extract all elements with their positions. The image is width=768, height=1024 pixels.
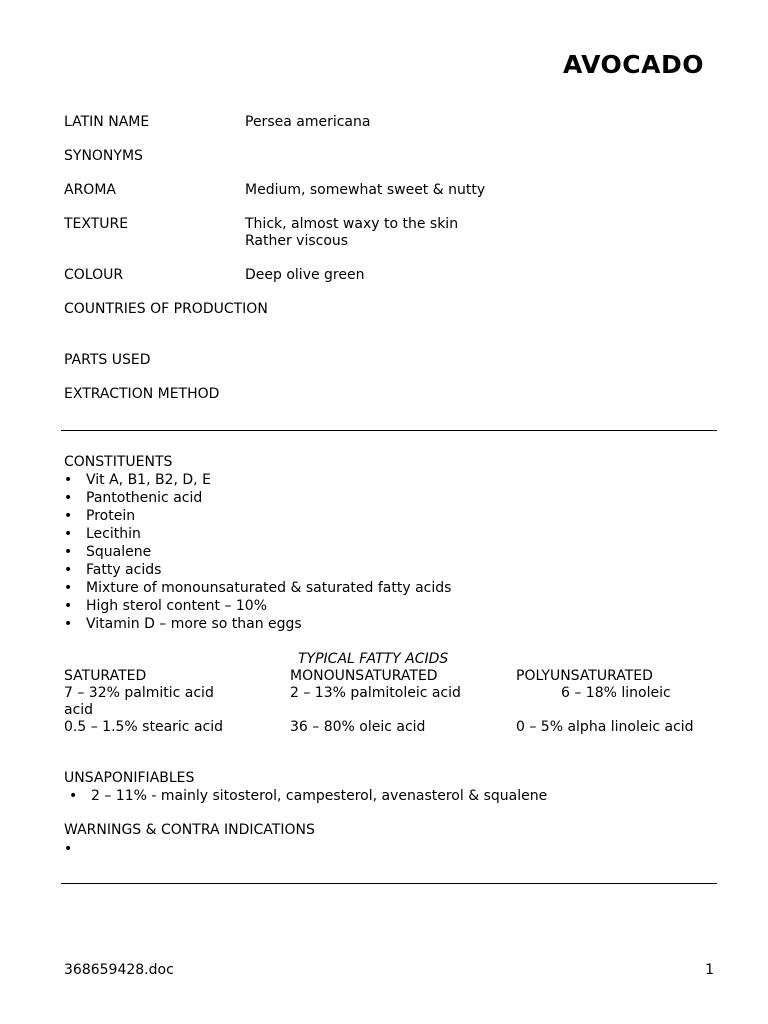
warnings-heading: WARNINGS & CONTRA INDICATIONS xyxy=(64,822,315,838)
label-parts-used: PARTS USED xyxy=(64,352,151,368)
list-item: • Mixture of monounsaturated & saturated fatty acids xyxy=(64,579,451,597)
constituents-list xyxy=(64,471,451,633)
list-item xyxy=(64,840,86,858)
unsaponifiables-heading: UNSAPONIFIABLES xyxy=(64,770,195,786)
list-item: • Protein xyxy=(64,507,451,525)
label-texture: TEXTURE xyxy=(64,216,129,232)
divider-top xyxy=(61,430,717,431)
list-item: • High sterol content – 10% xyxy=(64,597,451,615)
label-countries-of-production: COUNTRIES OF PRODUCTION xyxy=(64,301,268,317)
value-texture-line2: Rather viscous xyxy=(245,233,349,249)
table-cell-wrap: acid xyxy=(64,702,94,718)
value-aroma: Medium, somewhat sweet & nutty xyxy=(245,182,486,198)
column-header-saturated: SATURATED xyxy=(64,668,147,684)
divider-bottom xyxy=(61,883,717,884)
table-cell-monounsaturated-2: 36 – 80% oleic acid xyxy=(290,719,426,735)
column-header-monounsaturated: MONOUNSATURATED xyxy=(290,668,438,684)
footer-filename: 368659428.doc xyxy=(64,962,174,978)
fatty-acids-title: TYPICAL FATTY ACIDS xyxy=(298,651,449,667)
table-cell-monounsaturated-1: 2 – 13% palmitoleic acid xyxy=(290,685,461,701)
label-colour: COLOUR xyxy=(64,267,124,283)
label-synonyms: SYNONYMS xyxy=(64,148,143,164)
list-item: • Vitamin D – more so than eggs xyxy=(64,615,451,633)
constituents-heading: CONSTITUENTS xyxy=(64,454,173,470)
table-cell-polyunsaturated-2: 0 – 5% alpha linoleic acid xyxy=(516,719,694,735)
list-item: • Fatty acids xyxy=(64,561,451,579)
list-item: • 2 – 11% - mainly sitosterol, campesterol, avenasterol & squalene xyxy=(69,787,547,805)
footer-page-number: 1 xyxy=(705,962,714,978)
label-latin-name: LATIN NAME xyxy=(64,114,150,130)
column-header-polyunsaturated: POLYUNSATURATED xyxy=(516,668,653,684)
label-extraction-method: EXTRACTION METHOD xyxy=(64,386,220,402)
page-title: AVOCADO xyxy=(562,50,704,79)
list-item: • Vit A, B1, B2, D, E xyxy=(64,471,451,489)
list-item: • Squalene xyxy=(64,543,451,561)
warnings-list xyxy=(64,840,86,858)
unsaponifiables-list xyxy=(69,787,547,805)
table-cell-polyunsaturated-1: 6 – 18% linoleic xyxy=(561,685,671,701)
value-texture: Thick, almost waxy to the skin xyxy=(245,216,459,232)
list-item: • Lecithin xyxy=(64,525,451,543)
value-colour: Deep olive green xyxy=(245,267,365,283)
table-cell-saturated-1: 7 – 32% palmitic acid xyxy=(64,685,214,701)
label-aroma: AROMA xyxy=(64,182,116,198)
value-latin-name: Persea americana xyxy=(245,114,371,130)
list-item: • Pantothenic acid xyxy=(64,489,451,507)
table-cell-saturated-2: 0.5 – 1.5% stearic acid xyxy=(64,719,224,735)
